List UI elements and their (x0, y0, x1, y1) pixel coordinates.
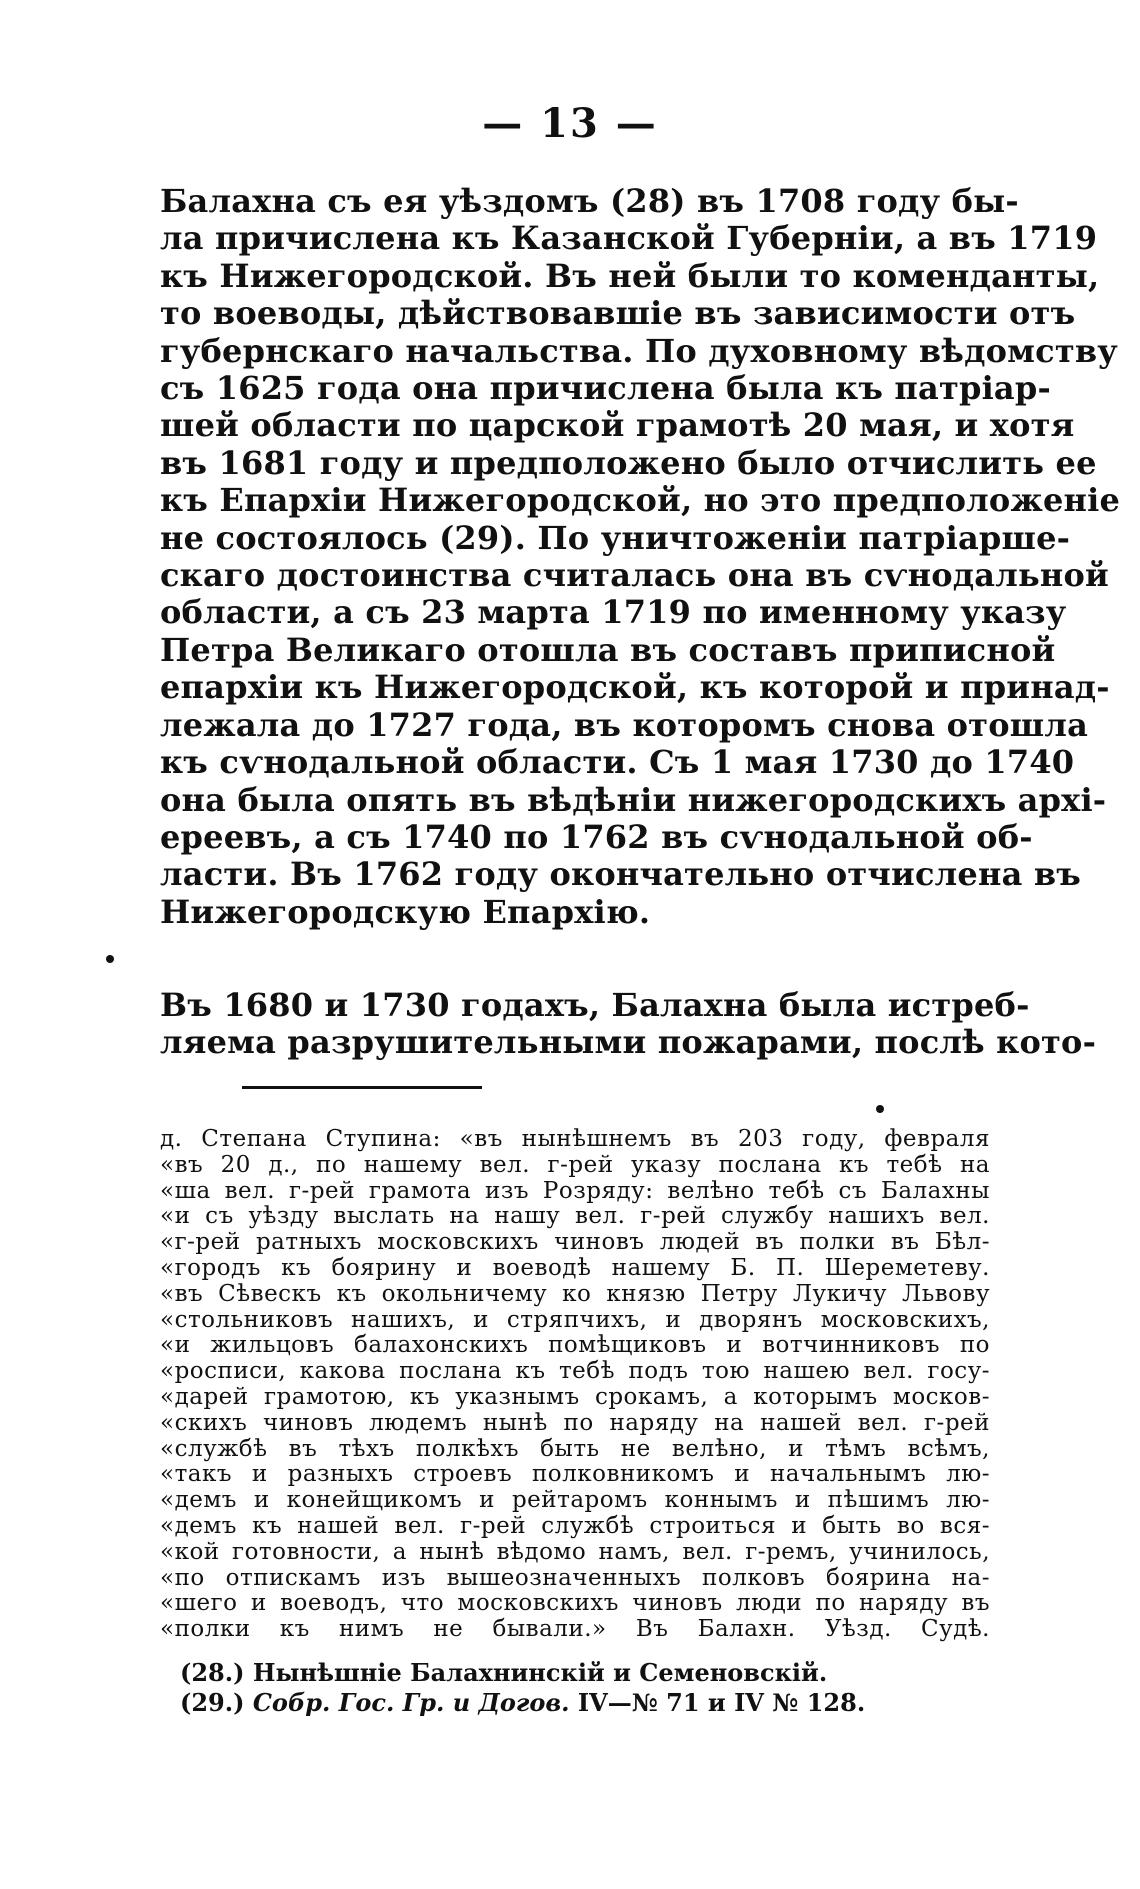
text-line: ласти. Въ 1762 году окончательно отчислена въ (160, 855, 1082, 894)
footnote-line: «демъ и конейщикомъ и рейтаромъ коннымъ и пѣшимъ лю- (160, 1487, 990, 1514)
text-line: епархіи къ Нижегородской, къ которой и принад- (160, 668, 1110, 707)
footnote-line: «въ 20 д., по нашему вел. г-рей указу послана къ тебѣ на (160, 1151, 990, 1178)
text-line: въ 1681 году и предположено было отчислить ее (160, 443, 1097, 482)
footnote-line: «и жильцовъ балахонскихъ помѣщиковъ и вотчинниковъ по (160, 1332, 990, 1359)
footnote-line: «дарей грамотою, къ указнымъ срокамъ, а которымъ москов- (160, 1383, 990, 1410)
footnote-continuation (160, 1127, 990, 1643)
text-line: къ сѵнодальной области. Съ 1 мая 1730 до 1740 (160, 743, 1075, 782)
footnote-29-reference: IV—№ 71 и IV № 128. (577, 1688, 866, 1717)
text-line: ла причислена къ Казанской Губерніи, а въ 1719 (160, 219, 1098, 258)
page-number: — 13 — (482, 100, 658, 147)
text-line: скаго достоинства считалась она въ сѵнодальной (160, 556, 1109, 595)
text-line: съ 1625 года она причислена была къ патріар- (160, 369, 1051, 408)
text-line: лежала до 1727 года, въ которомъ снова отошла (160, 705, 1089, 744)
text-line: ереевъ, а съ 1740 по 1762 въ сѵнодальной об- (160, 817, 1033, 856)
footnote-29-source: Собр. Гос. Гр. и Догов. (252, 1688, 570, 1717)
footnote-28: (28.) Нынѣшніе Балахнинскій и Семеновскій. (180, 1658, 828, 1687)
text-line: шей области по царской грамотѣ 20 мая, и хотя (160, 406, 1075, 445)
footnote-line: «полки къ нимъ не бывали.» Въ Балахн. Уѣзд. Судѣ. (160, 1616, 990, 1643)
footnote-29 (180, 1688, 990, 1718)
paragraph-balakhna-history (160, 182, 1121, 931)
text-line: то воеводы, дѣйствовавшіе въ зависимости отъ (160, 294, 1076, 333)
text-line: не состоялось (29). По уничтоженіи патріарше- (160, 518, 1071, 557)
ink-speck (106, 955, 114, 963)
footnote-line: «такъ и разныхъ строевъ полковникомъ и начальнымъ лю- (160, 1461, 990, 1488)
text-line: къ Епархіи Нижегородской, но это предположеніе (160, 481, 1121, 520)
footnote-line: «скихъ чиновъ людемъ нынѣ по наряду на нашей вел. г-рей (160, 1409, 990, 1436)
footnote-divider (242, 1086, 482, 1089)
footnote-line: «демъ къ нашей вел. г-рей службѣ строиться и быть во вся- (160, 1512, 990, 1539)
text-line: Нижегородскую Епархію. (160, 892, 651, 931)
text-line: губернскаго начальства. По духовному вѣдомству (160, 331, 1118, 370)
footnote-line: «по отпискамъ изъ вышеозначенныхъ полковъ боярина на- (160, 1564, 990, 1591)
footnote-line: «кой готовности, а нынѣ вѣдомо намъ, вел. г-ремъ, учинилось, (160, 1538, 990, 1565)
text-line: къ Нижегородской. Въ ней были то коменданты, (160, 256, 1100, 295)
footnotes (180, 1658, 990, 1718)
text-line: Петра Великаго отошла въ составъ приписной (160, 630, 1056, 669)
paragraph-fires (160, 986, 1097, 1062)
footnote-line: «шего и воеводъ, что московскихъ чиновъ люди по наряду въ (160, 1590, 990, 1617)
footnote-29-number: (29.) (180, 1688, 245, 1717)
footnote-line: «въ Сѣвескъ къ окольничему ко князю Петру Лукичу Львову (160, 1280, 990, 1307)
text-line: Балахна съ ея уѣздомъ (28) въ 1708 году бы- (160, 182, 1019, 220)
footnote-line: «городъ къ боярину и воеводѣ нашему Б. П. Шереметеву. (160, 1254, 990, 1281)
footnote-line: «ша вел. г-рей грамота изъ Розряду: велѣно тебѣ съ Балахны (160, 1177, 990, 1204)
footnote-line: «и съ уѣзду выслать на нашу вел. г-рей службу нашихъ вел. (160, 1203, 990, 1230)
text-line: она была опять въ вѣдѣніи нижегородскихъ архі- (160, 780, 1107, 819)
footnote-line: «росписи, какова послана къ тебѣ подъ тою нашею вел. госу- (160, 1358, 990, 1385)
text-line: ляема разрушительными пожарами, послѣ кото- (160, 1023, 1097, 1062)
footnote-line: «г-рей ратныхъ московскихъ чиновъ людей въ полки въ Бѣл- (160, 1229, 990, 1256)
ink-speck (876, 1105, 884, 1113)
text-line: Въ 1680 и 1730 годахъ, Балахна была истреб- (160, 986, 1030, 1024)
footnote-line: «службѣ въ тѣхъ полкѣхъ быть не велѣно, и тѣмъ всѣмъ, (160, 1435, 990, 1462)
text-line: области, а съ 23 марта 1719 по именному указу (160, 593, 1067, 632)
footnote-line: д. Степана Ступина: «въ нынѣшнемъ въ 203 году, февраля (160, 1126, 990, 1152)
footnote-line: «стольниковъ нашихъ, и стряпчихъ, и дворянъ московскихъ, (160, 1306, 990, 1333)
